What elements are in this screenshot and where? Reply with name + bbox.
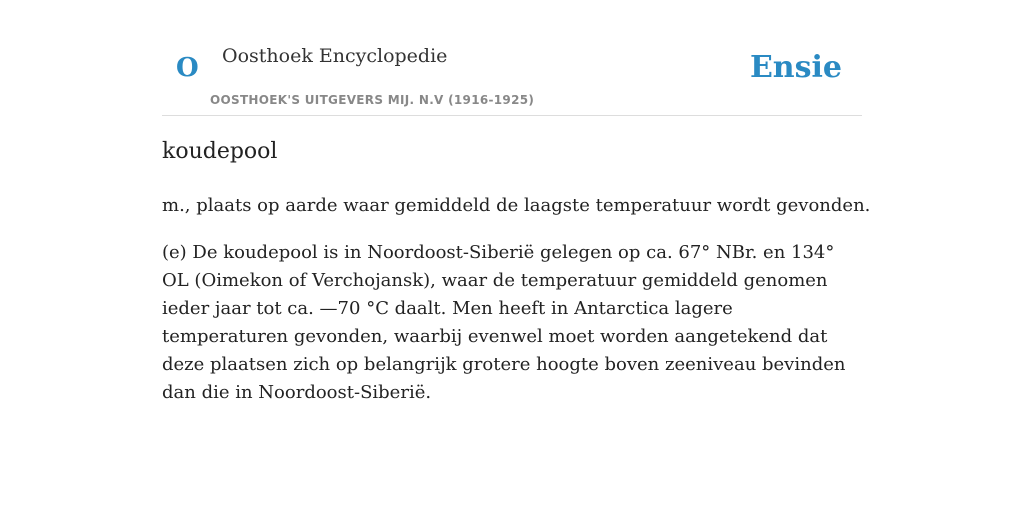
source-header [162,0,862,116]
source-logo[interactable]: O [176,53,199,83]
source-title[interactable]: Oosthoek Encyclopedie [222,45,448,67]
source-subtitle: OOSTHOEK'S UITGEVERS MIJ. N.V (1916-1925) [210,93,535,107]
page-container [162,0,871,403]
brand-logo-link[interactable]: Ensie [749,50,842,85]
entry-definition: m., plaats op aarde waar gemiddeld de laagste temperatuur wordt gevonden. [162,195,871,216]
entry-body: (e) De koudepool is in Noordoost-Siberië gelegen op ca. 67° NBr. en 134° OL (Oimekon of Verchojansk), waar de temperatuur gemiddeld genomen ieder jaar tot ca. —70 °C daalt. Men heeft in Antarctica lagere temperaturen gevonden, waarbij evenwel moet worden aangetekend dat deze plaatsen zich op belangrijk grotere hoogte boven zeeniveau bevinden dan die in Noordoost-Siberië. [162,242,846,403]
entry-term: koudepool [162,139,278,164]
